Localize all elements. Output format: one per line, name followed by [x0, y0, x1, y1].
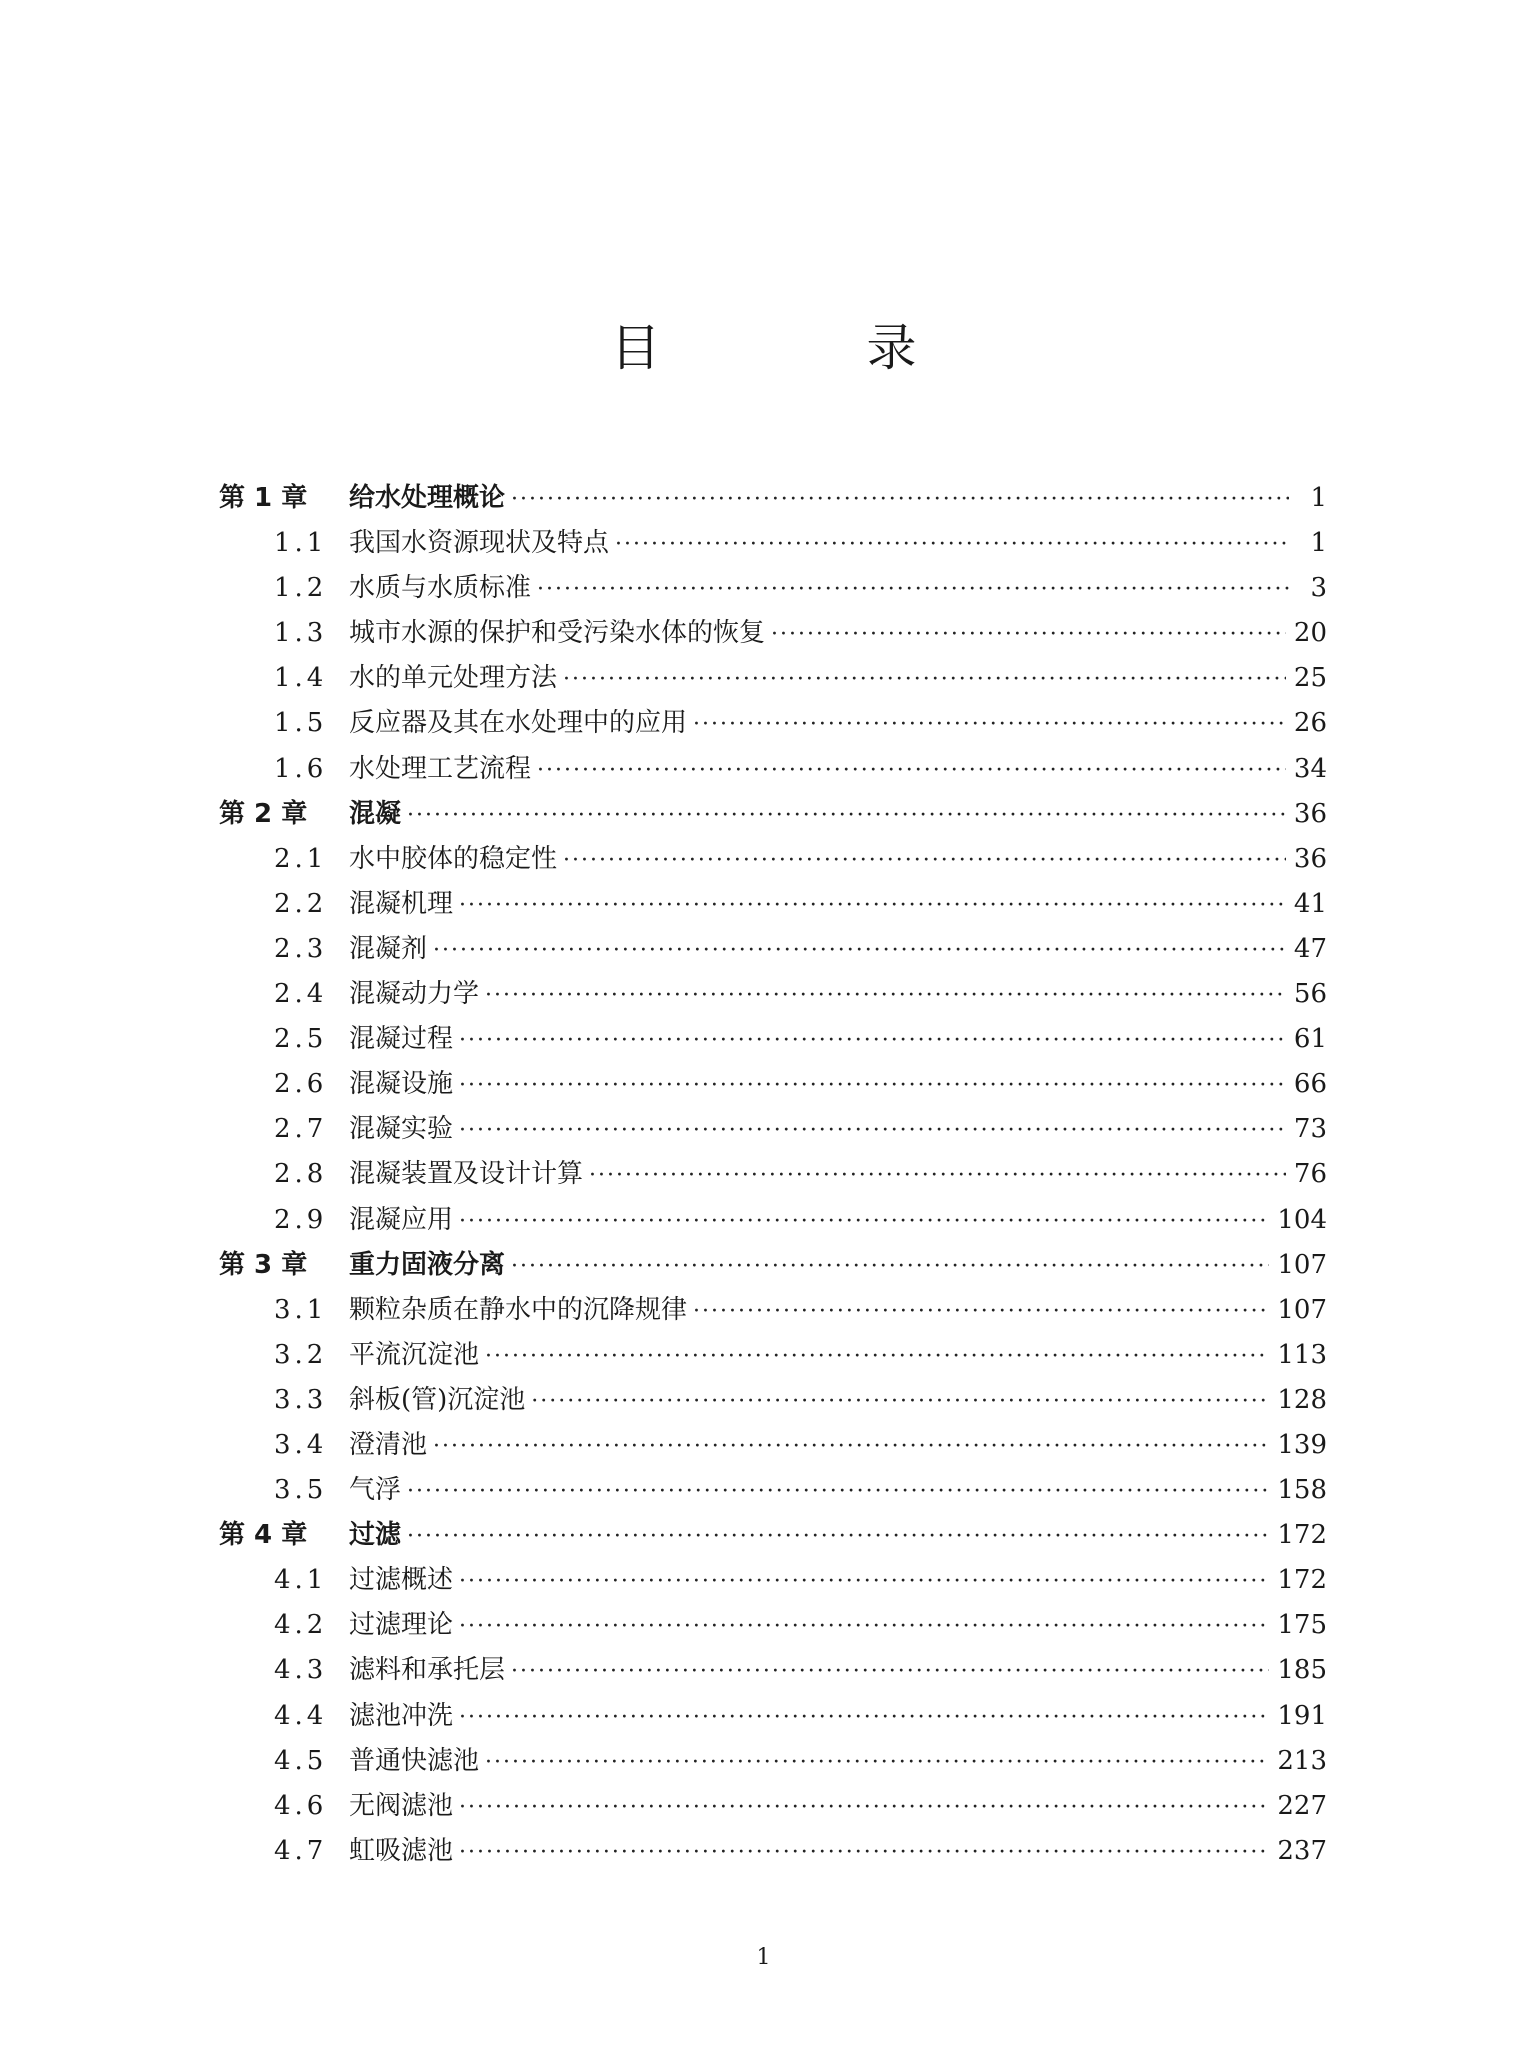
toc-entry-title: 城市水源的保护和受污染水体的恢复: [349, 618, 766, 649]
toc-entry-page: 56: [1293, 979, 1327, 1010]
toc-chapter-row[interactable]: [219, 476, 1327, 521]
toc-dot-leader: [511, 1649, 1269, 1694]
toc-entry-number: 3.1: [274, 1294, 328, 1325]
toc-entry-number: 1.5: [274, 708, 328, 739]
toc-dot-leader: [459, 1108, 1286, 1153]
toc-entry-title: 混凝应用: [349, 1204, 454, 1235]
toc-entry-number: 2.7: [274, 1114, 328, 1145]
toc-entry-number: 1.6: [274, 753, 328, 784]
toc-entry-number: 4.3: [274, 1655, 328, 1686]
toc-entry-title: 斜板(管)沉淀池: [349, 1384, 526, 1415]
toc-dot-leader: [459, 1199, 1269, 1244]
toc-entry-page: 172: [1277, 1520, 1327, 1551]
toc-section-row[interactable]: [219, 521, 1327, 566]
toc-entry-title: 平流沉淀池: [349, 1339, 480, 1370]
toc-entry-title: 无阀滤池: [349, 1790, 454, 1821]
toc-entry-title: 反应器及其在水处理中的应用: [349, 708, 688, 739]
toc-entry-page: 158: [1277, 1475, 1327, 1506]
toc-entry-page: 1: [1310, 528, 1327, 559]
toc-entry-number: 3.4: [274, 1429, 328, 1460]
toc-entry-page: 47: [1293, 933, 1327, 964]
toc-section-row[interactable]: [219, 1107, 1327, 1152]
toc-entry-number: 3.2: [274, 1339, 328, 1370]
toc-entry-page: 3: [1310, 573, 1327, 604]
toc-entry-page: 107: [1277, 1294, 1327, 1325]
toc-dot-leader: [511, 477, 1289, 522]
toc-section-row[interactable]: [219, 1694, 1327, 1739]
toc-entry-page: 26: [1293, 708, 1327, 739]
toc-section-row[interactable]: [219, 701, 1327, 746]
toc-entry-number: 2.6: [274, 1069, 328, 1100]
toc-entry-title: 混凝机理: [349, 888, 454, 919]
toc-entry-number: 1.1: [274, 528, 328, 559]
toc-section-row[interactable]: [219, 1378, 1327, 1423]
toc-entry-number: 3.5: [274, 1475, 328, 1506]
toc-section-row[interactable]: [219, 972, 1327, 1017]
toc-entry-title: 重力固液分离: [349, 1249, 506, 1280]
toc-entry-number: 2.8: [274, 1159, 328, 1190]
toc-section-row[interactable]: [219, 1648, 1327, 1693]
toc-section-row[interactable]: [219, 927, 1327, 972]
toc-section-row[interactable]: [219, 882, 1327, 927]
toc-section-row[interactable]: [219, 1333, 1327, 1378]
toc-entry-title: 水的单元处理方法: [349, 663, 558, 694]
toc-entry-number: 1.2: [274, 573, 328, 604]
toc-entry-page: 227: [1277, 1790, 1327, 1821]
toc-section-row[interactable]: [219, 1017, 1327, 1062]
toc-entry-title: 气浮: [349, 1475, 402, 1506]
toc-dot-leader: [485, 1740, 1269, 1785]
toc-entry-number: 2.2: [274, 888, 328, 919]
toc-dot-leader: [459, 1063, 1286, 1108]
toc-entry-title: 水中胶体的稳定性: [349, 843, 558, 874]
toc-entry-title: 虹吸滤池: [349, 1835, 454, 1866]
toc-section-row[interactable]: [219, 1558, 1327, 1603]
toc-chapter-row[interactable]: [219, 792, 1327, 837]
toc-entry-page: 73: [1293, 1114, 1327, 1145]
page-title: 目 录: [610, 319, 1012, 377]
toc-entry-title: 过滤: [349, 1520, 402, 1551]
toc-section-row[interactable]: [219, 1062, 1327, 1107]
toc-entry-title: 普通快滤池: [349, 1745, 480, 1776]
toc-entry-number: 2.1: [274, 843, 328, 874]
toc-dot-leader: [531, 1379, 1269, 1424]
toc-entry-title: 过滤概述: [349, 1565, 454, 1596]
toc-entry-page: 139: [1277, 1429, 1327, 1460]
toc-entry-page: 66: [1293, 1069, 1327, 1100]
toc-entry-page: 172: [1277, 1565, 1327, 1596]
toc-entry-title: 混凝动力学: [349, 979, 480, 1010]
toc-entry-page: 20: [1293, 618, 1327, 649]
toc-entry-title: 混凝过程: [349, 1024, 454, 1055]
toc-dot-leader: [407, 1469, 1269, 1514]
toc-entry-page: 61: [1293, 1024, 1327, 1055]
toc-entry-number: 第 4 章: [219, 1520, 308, 1551]
toc-dot-leader: [433, 1424, 1269, 1469]
toc-entry-number: 第 1 章: [219, 483, 308, 513]
toc-entry-page: 185: [1277, 1655, 1327, 1686]
toc-dot-leader: [459, 1695, 1269, 1740]
toc-section-row[interactable]: [219, 1784, 1327, 1829]
toc-entry-page: 34: [1293, 753, 1327, 784]
toc-section-row[interactable]: [219, 1423, 1327, 1468]
toc-entry-page: 36: [1293, 798, 1327, 829]
toc-entry-number: 3.3: [274, 1384, 328, 1415]
toc-section-row[interactable]: [219, 1198, 1327, 1243]
toc-dot-leader: [485, 1334, 1269, 1379]
toc-section-row[interactable]: [219, 747, 1327, 792]
toc-section-row[interactable]: [219, 1829, 1327, 1874]
toc-chapter-row[interactable]: [219, 1243, 1327, 1288]
toc-dot-leader: [407, 793, 1286, 838]
toc-section-row[interactable]: [219, 1739, 1327, 1784]
toc-dot-leader: [537, 748, 1286, 793]
toc-entry-number: 2.4: [274, 979, 328, 1010]
toc-entry-title: 我国水资源现状及特点: [349, 528, 610, 559]
toc-dot-leader: [693, 1289, 1269, 1334]
toc-dot-leader: [537, 567, 1289, 612]
toc-entry-title: 颗粒杂质在静水中的沉降规律: [349, 1294, 688, 1325]
toc-entry-number: 4.2: [274, 1610, 328, 1641]
toc-dot-leader: [693, 702, 1286, 747]
toc-dot-leader: [459, 883, 1286, 928]
toc-entry-number: 2.9: [274, 1204, 328, 1235]
toc-dot-leader: [615, 522, 1289, 567]
toc-entry-number: 2.3: [274, 933, 328, 964]
toc-section-row[interactable]: [219, 1603, 1327, 1648]
toc-entry-number: 4.1: [274, 1565, 328, 1596]
toc-dot-leader: [459, 1559, 1269, 1604]
toc-dot-leader: [563, 838, 1286, 883]
toc-dot-leader: [433, 928, 1286, 973]
toc-entry-title: 混凝实验: [349, 1114, 454, 1145]
toc-entry-number: 4.6: [274, 1790, 328, 1821]
footer-page-number: 1: [756, 1945, 771, 1970]
toc-entry-page: 213: [1277, 1745, 1327, 1776]
toc-entry-title: 混凝设施: [349, 1069, 454, 1100]
toc-section-row[interactable]: [219, 1468, 1327, 1513]
toc-entry-page: 113: [1277, 1339, 1327, 1370]
toc-entry-page: 237: [1277, 1835, 1327, 1866]
toc-entry-page: 191: [1277, 1700, 1327, 1731]
toc-entry-title: 澄清池: [349, 1429, 428, 1460]
toc-section-row[interactable]: [219, 611, 1327, 656]
toc-entry-title: 水处理工艺流程: [349, 753, 532, 784]
toc-entry-number: 4.5: [274, 1745, 328, 1776]
toc-dot-leader: [563, 657, 1286, 702]
toc-section-row[interactable]: [219, 566, 1327, 611]
table-of-contents: [219, 476, 1327, 1874]
toc-dot-leader: [589, 1153, 1286, 1198]
toc-entry-title: 过滤理论: [349, 1610, 454, 1641]
toc-dot-leader: [511, 1244, 1269, 1289]
toc-entry-page: 76: [1293, 1159, 1327, 1190]
toc-entry-number: 4.4: [274, 1700, 328, 1731]
toc-entry-page: 1: [1310, 483, 1327, 513]
toc-entry-title: 混凝剂: [349, 933, 428, 964]
toc-entry-page: 175: [1277, 1610, 1327, 1641]
toc-entry-number: 第 2 章: [219, 798, 308, 829]
toc-entry-title: 混凝装置及设计计算: [349, 1159, 584, 1190]
toc-dot-leader: [459, 1604, 1269, 1649]
toc-entry-page: 41: [1293, 888, 1327, 919]
toc-entry-page: 128: [1277, 1384, 1327, 1415]
toc-entry-page: 104: [1277, 1204, 1327, 1235]
toc-entry-title: 水质与水质标准: [349, 573, 532, 604]
toc-section-row[interactable]: [219, 1152, 1327, 1197]
toc-dot-leader: [459, 1785, 1269, 1830]
toc-dot-leader: [459, 1018, 1286, 1063]
toc-section-row[interactable]: [219, 1288, 1327, 1333]
toc-entry-number: 1.3: [274, 618, 328, 649]
toc-dot-leader: [407, 1514, 1269, 1559]
toc-entry-page: 25: [1293, 663, 1327, 694]
toc-entry-page: 36: [1293, 843, 1327, 874]
toc-entry-title: 给水处理概论: [349, 483, 506, 513]
toc-chapter-row[interactable]: [219, 1513, 1327, 1558]
toc-dot-leader: [485, 973, 1286, 1018]
toc-entry-number: 第 3 章: [219, 1249, 308, 1280]
toc-section-row[interactable]: [219, 837, 1327, 882]
toc-entry-title: 滤池冲洗: [349, 1700, 454, 1731]
toc-dot-leader: [771, 612, 1286, 657]
toc-dot-leader: [459, 1830, 1269, 1875]
toc-entry-number: 2.5: [274, 1024, 328, 1055]
toc-entry-number: 4.7: [274, 1835, 328, 1866]
toc-entry-page: 107: [1277, 1249, 1327, 1280]
toc-entry-title: 混凝: [349, 798, 402, 829]
toc-section-row[interactable]: [219, 656, 1327, 701]
toc-entry-title: 滤料和承托层: [349, 1655, 506, 1686]
toc-entry-number: 1.4: [274, 663, 328, 694]
